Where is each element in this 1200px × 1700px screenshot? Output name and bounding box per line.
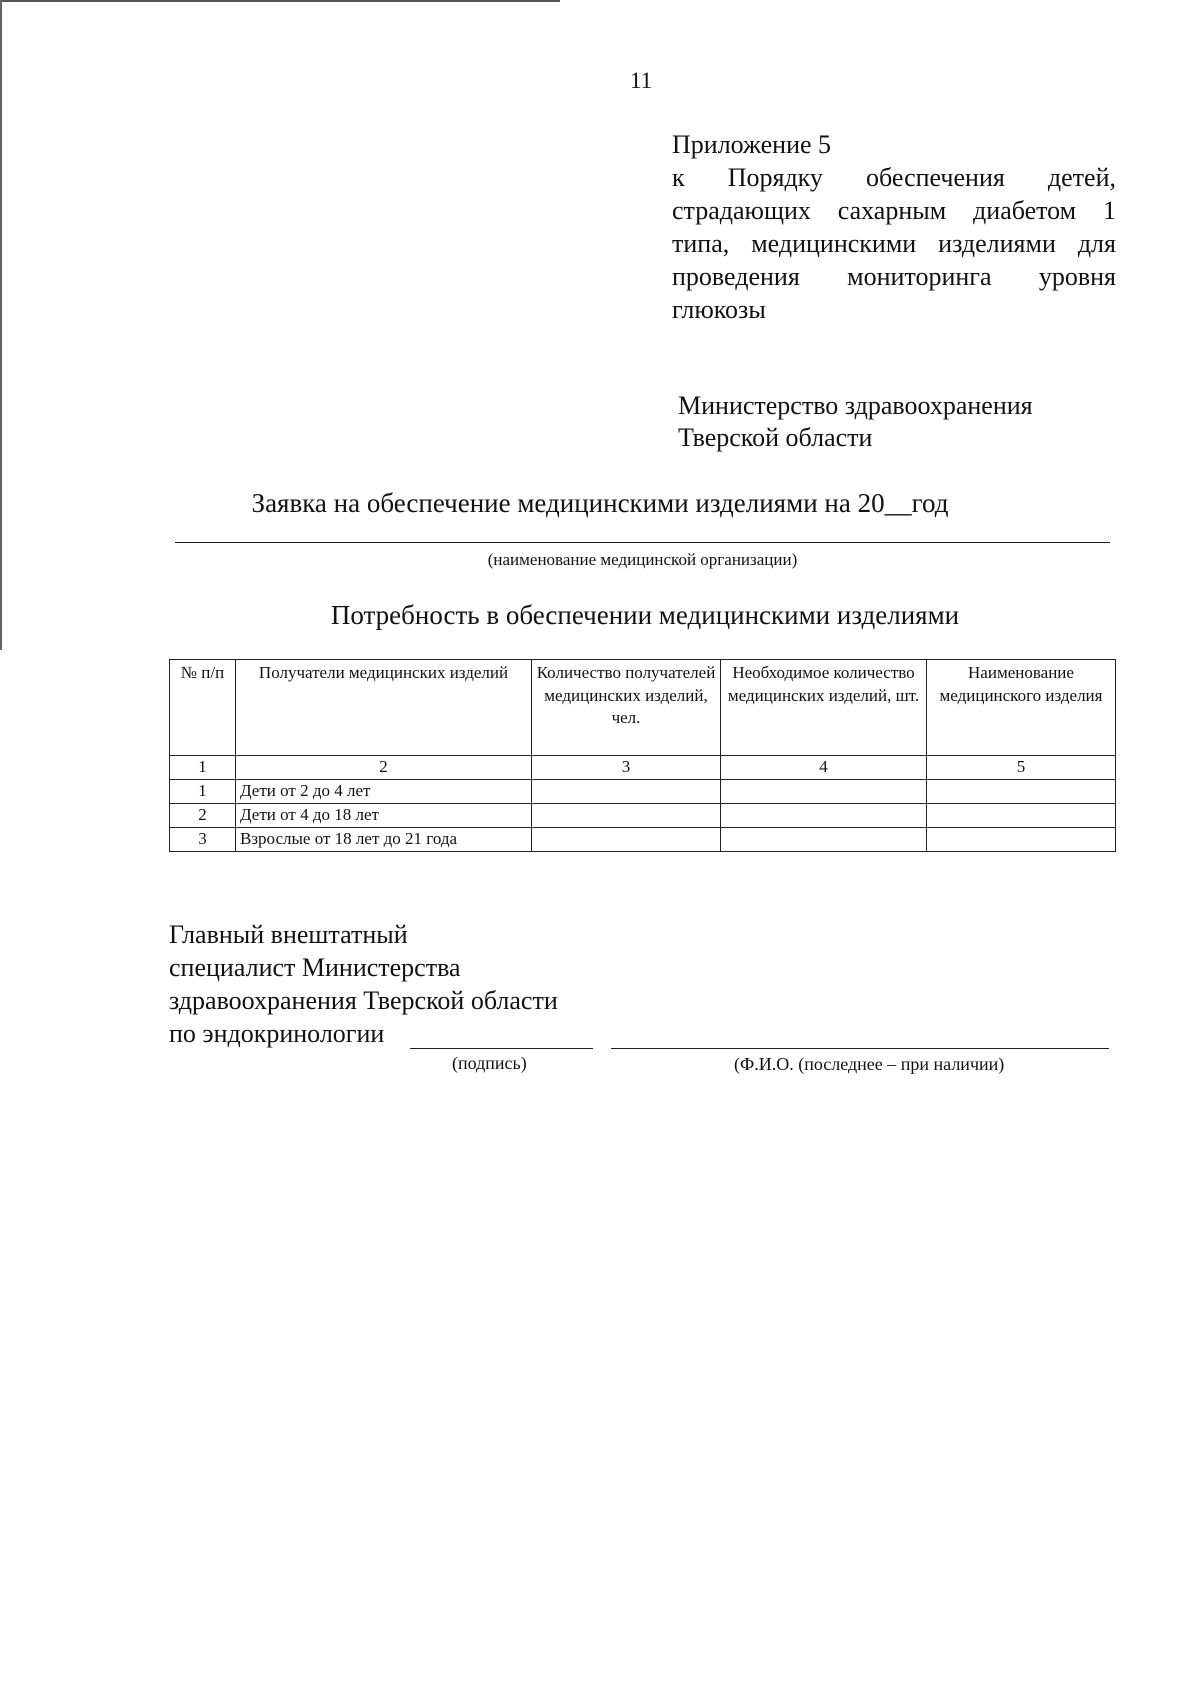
row-quantity xyxy=(721,780,927,804)
row-recipient-count xyxy=(532,780,721,804)
organization-caption: (наименование медицинской организации) xyxy=(487,550,798,569)
column-number: 5 xyxy=(927,756,1116,780)
column-number: 2 xyxy=(236,756,532,780)
signatory-line-1: Главный внештатный xyxy=(169,920,408,949)
table-row xyxy=(170,780,1116,804)
ministry-addressee xyxy=(678,390,1033,454)
scan-edge-left xyxy=(0,0,2,650)
column-numbers-row xyxy=(170,756,1116,780)
column-number: 1 xyxy=(170,756,236,780)
ministry-line-1: Министерство здравоохранения xyxy=(678,391,1033,420)
column-number: 4 xyxy=(721,756,927,780)
header-number: № п/п xyxy=(170,660,236,756)
ministry-line-2: Тверской области xyxy=(678,423,873,452)
row-recipient: Взрослые от 18 лет до 21 года xyxy=(236,828,532,852)
table-row xyxy=(170,828,1116,852)
header-recipient-count: Количество получателей медицинских изделий, чел. xyxy=(532,660,721,756)
page-number: 11 xyxy=(630,68,653,93)
row-number: 3 xyxy=(170,828,236,852)
need-table xyxy=(169,659,1116,852)
signatory-line-4: по эндокринологии xyxy=(169,1019,385,1048)
header-recipients: Получатели медицинских изделий xyxy=(236,660,532,756)
organization-name-line xyxy=(175,542,1110,543)
row-number: 2 xyxy=(170,804,236,828)
table-header-row xyxy=(170,660,1116,756)
row-quantity xyxy=(721,828,927,852)
row-recipient-count xyxy=(532,828,721,852)
header-required-quantity: Необходимое количество медицинских изделий, шт. xyxy=(721,660,927,756)
table-row xyxy=(170,804,1116,828)
row-quantity xyxy=(721,804,927,828)
signatory-line-3: здравоохранения Тверской области xyxy=(169,986,558,1015)
column-number: 3 xyxy=(532,756,721,780)
full-name-caption: (Ф.И.О. (последнее – при наличии) xyxy=(734,1054,1005,1074)
scan-edge-top xyxy=(0,0,560,2)
appendix-title: Приложение 5 xyxy=(672,130,832,159)
request-title: Заявка на обеспечение медицинскими изделиями на 20__год xyxy=(251,488,949,518)
full-name-line xyxy=(611,1048,1109,1049)
signatory-line-2: специалист Министерства xyxy=(169,953,461,982)
signature-caption: (подпись) xyxy=(452,1053,527,1073)
signatory-title xyxy=(169,918,558,1050)
row-device-name xyxy=(927,780,1116,804)
appendix-header xyxy=(672,128,1116,326)
row-recipient: Дети от 4 до 18 лет xyxy=(236,804,532,828)
row-number: 1 xyxy=(170,780,236,804)
need-title: Потребность в обеспечении медицинскими изделиями xyxy=(330,600,960,630)
signature-line xyxy=(410,1048,593,1049)
row-device-name xyxy=(927,804,1116,828)
header-device-name: Наименование медицинского изделия xyxy=(927,660,1116,756)
row-device-name xyxy=(927,828,1116,852)
row-recipient-count xyxy=(532,804,721,828)
row-recipient: Дети от 2 до 4 лет xyxy=(236,780,532,804)
appendix-text: к Порядку обеспечения детей, страдающих сахарным диабетом 1 типа, медицинскими изделиями для проведения мониторинга уровня глюкозы xyxy=(672,163,1116,324)
